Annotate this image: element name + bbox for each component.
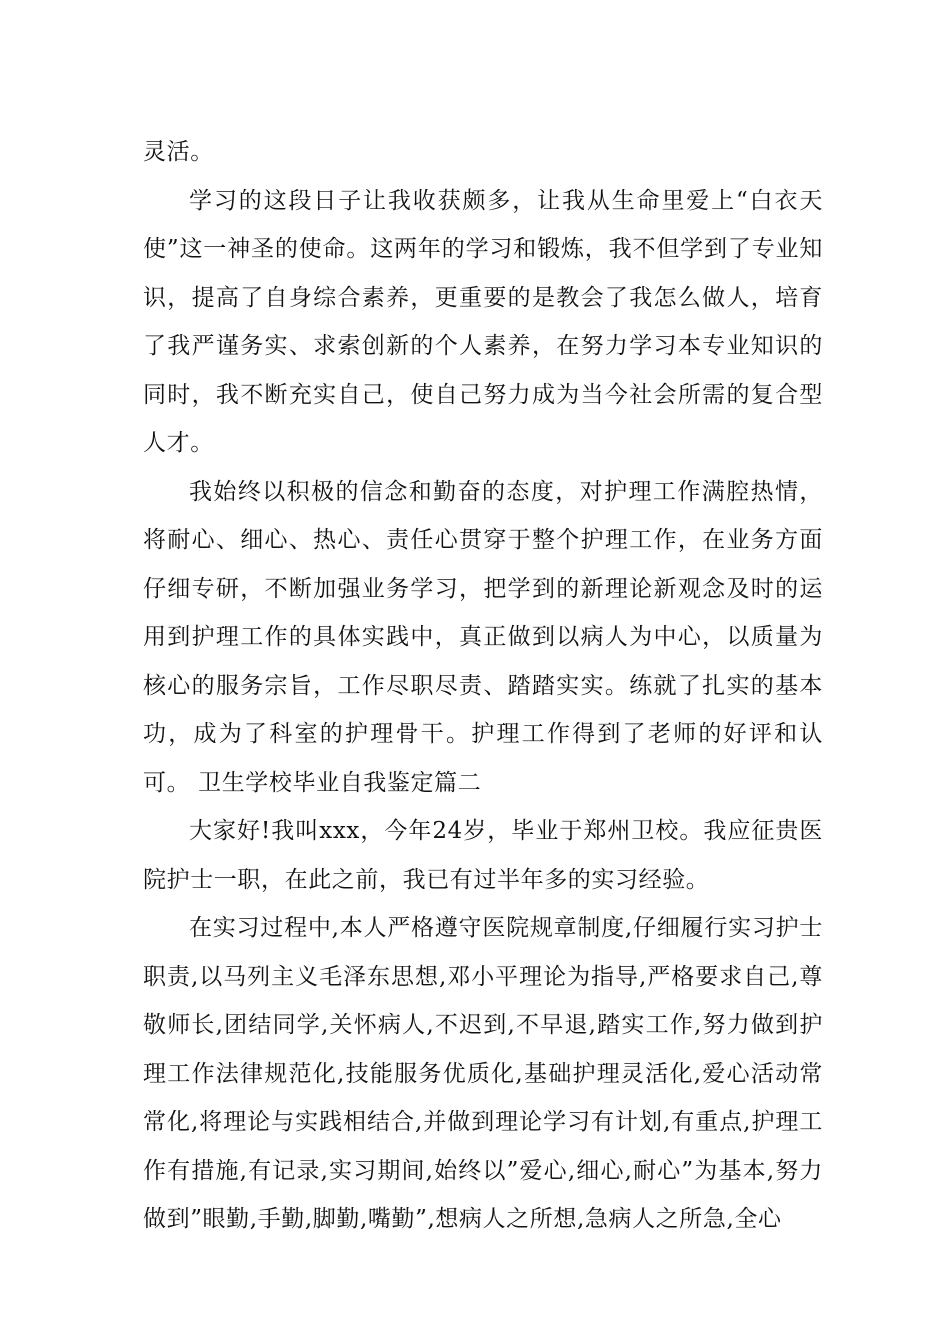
paragraph-3: 我始终以积极的信念和勤奋的态度，对护理工作满腔热情，将耐心、细心、热心、责任心贯穿于整个护理工作，在业务方面仔细专研，不断加强业务学习，把学到的新理论新观念及时的运用到护理工作的具体实践中，真正做到以病人为中心，以质量为核心的服务宗旨，工作尽职尽责、踏踏实实。练就了扎实的基本功，成为了科室的护理骨干。护理工作得到了老师的好评和认可。 卫生学校毕业自我鉴定篇二 [143, 478, 823, 796]
paragraph-5: 在实习过程中,本人严格遵守医院规章制度,仔细履行实习护士职责,以马列主义毛泽东思想,邓小平理论为指导,严格要求自己,尊敬师长,团结同学,关怀病人,不迟到,不早退,踏实工作,努力做到护理工作法律规范化,技能服务优质化,基础护理灵活化,爱心活动常常化,将理论与实践相结合,并做到理论学习有计划,有重点,护理工作有措施,有记录,实习期间,始终以”爱心,细心,耐心”为基本,努力做到”眼勤,手勤,脚勤,嘴勤”,想病人之所想,急病人之所急,全心 [143, 915, 824, 1232]
paragraph-4: 大家好!我叫xxx，今年24岁，毕业于郑州卫校。我应征贵医院护士一职，在此之前，我已有过半年多的实习经验。 [143, 818, 823, 893]
document-body [143, 128, 823, 1244]
paragraph-2: 学习的这段日子让我收获颇多，让我从生命里爱上“白衣天使”这一神圣的使命。这两年的学习和锻炼，我不但学到了专业知识，提高了自身综合素养，更重要的是教会了我怎么做人，培育了我严谨务实、求索创新的个人素养，在努力学习本专业知识的同时，我不断充实自己，使自己努力成为当今社会所需的复合型人才。 [143, 187, 823, 456]
paragraph-1: 灵活。 [143, 139, 214, 165]
